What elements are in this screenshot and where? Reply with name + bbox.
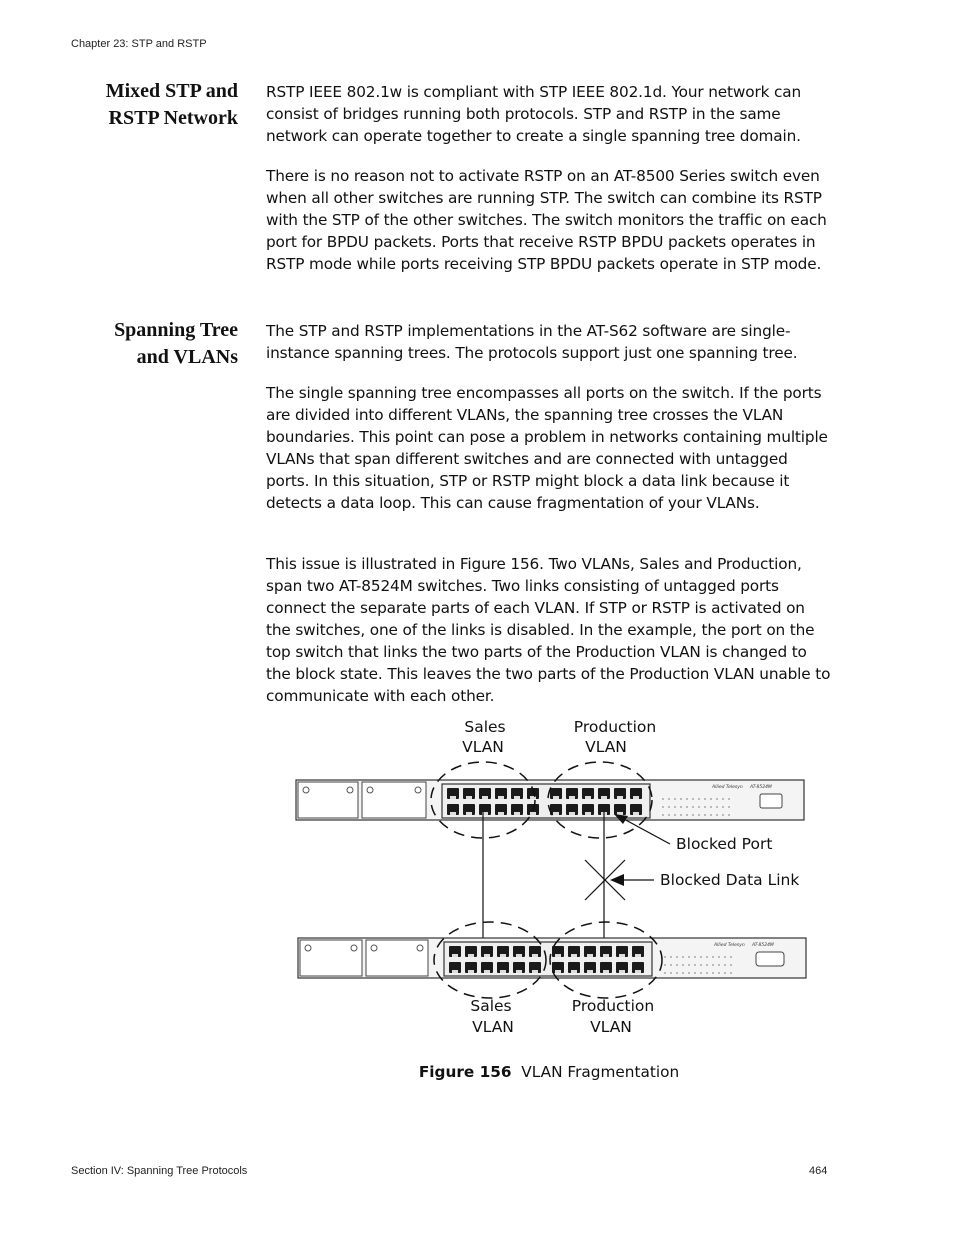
top-switch-console-port bbox=[760, 794, 782, 808]
bottom-switch-model: AT-8524M bbox=[752, 943, 774, 948]
bottom-production-vlan-label: VLAN bbox=[590, 1018, 632, 1036]
top-sales-label: Sales bbox=[464, 718, 506, 736]
figure-caption bbox=[266, 1063, 832, 1081]
chapter-header: Chapter 23: STP and RSTP bbox=[71, 38, 207, 50]
top-sales-vlan-label: VLAN bbox=[462, 738, 504, 756]
paragraph: RSTP IEEE 802.1w is compliant with STP IEEE 802.1d. Your network can consist of bridges running both protocols. STP and RSTP in the same network can operate together to create a single spanning tree domain. bbox=[266, 83, 802, 145]
bottom-sales-vlan-label: VLAN bbox=[472, 1018, 514, 1036]
heading-line: Spanning Tree bbox=[114, 319, 238, 341]
paragraph: The STP and RSTP implementations in the AT-S62 software are single-instance spanning trees. The protocols support just one spanning tree. bbox=[266, 322, 798, 362]
top-production-vlan-label: VLAN bbox=[585, 738, 627, 756]
page-number: 464 bbox=[809, 1165, 828, 1177]
top-switch-brand: Allied Telesyn bbox=[712, 785, 743, 790]
heading-line: Mixed STP and bbox=[105, 80, 238, 102]
blocked-link-label: Blocked Data Link bbox=[660, 871, 800, 889]
footer-section: Section IV: Spanning Tree Protocols bbox=[71, 1165, 248, 1177]
heading-line: and VLANs bbox=[136, 346, 238, 368]
top-production-label: Production bbox=[573, 718, 657, 736]
figure-caption-label: Figure 156 bbox=[418, 1063, 512, 1081]
figure-caption-text: VLAN Fragmentation bbox=[521, 1063, 680, 1081]
bottom-production-label: Production bbox=[571, 997, 655, 1015]
top-switch-model: AT-8524M bbox=[750, 785, 772, 790]
bottom-switch-brand: Allied Telesyn bbox=[714, 943, 745, 948]
section-heading-mixed-stp bbox=[60, 78, 238, 132]
heading-line: RSTP Network bbox=[108, 107, 238, 129]
paragraph: There is no reason not to activate RSTP on an AT-8500 Series switch even when all other switches are running STP. The switch can combine its RSTP with the STP of the other switches. The switch monitors the traffic on each port for BPDU packets. Ports that receive RSTP BPDU packets operates in RSTP mode while ports receiving STP BPDU packets operate in STP mode. bbox=[266, 167, 827, 273]
paragraph: This issue is illustrated in Figure 156. Two VLANs, Sales and Production, span two AT-8524M switches. Two links consisting of untagged ports connect the separate parts of each VLAN. If STP or RSTP is activated on the switches, one of the links is disabled. In the example, the port on the top switch that links the two parts of the Production VLAN is changed to the block state. This leaves the two parts of the Production VLAN unable to communicate with each other. bbox=[266, 555, 831, 705]
blocked-port-label: Blocked Port bbox=[676, 835, 773, 853]
paragraph: The single spanning tree encompasses all ports on the switch. If the ports are divided into different VLANs, the spanning tree crosses the VLAN boundaries. This point can pose a problem in networks containing multiple VLANs that span different switches and are connected with untagged ports. In this situation, STP or RSTP might block a data link because it detects a data loop. This can cause fragmentation of your VLANs. bbox=[266, 384, 828, 512]
section-heading-spanning-tree bbox=[60, 317, 238, 371]
bottom-sales-label: Sales bbox=[470, 997, 512, 1015]
blocked-link-arrowhead bbox=[610, 874, 624, 886]
bottom-switch bbox=[298, 938, 806, 978]
vlan-fragmentation-figure bbox=[290, 712, 820, 1052]
top-switch bbox=[296, 780, 804, 820]
bottom-switch-console-port bbox=[756, 952, 784, 966]
